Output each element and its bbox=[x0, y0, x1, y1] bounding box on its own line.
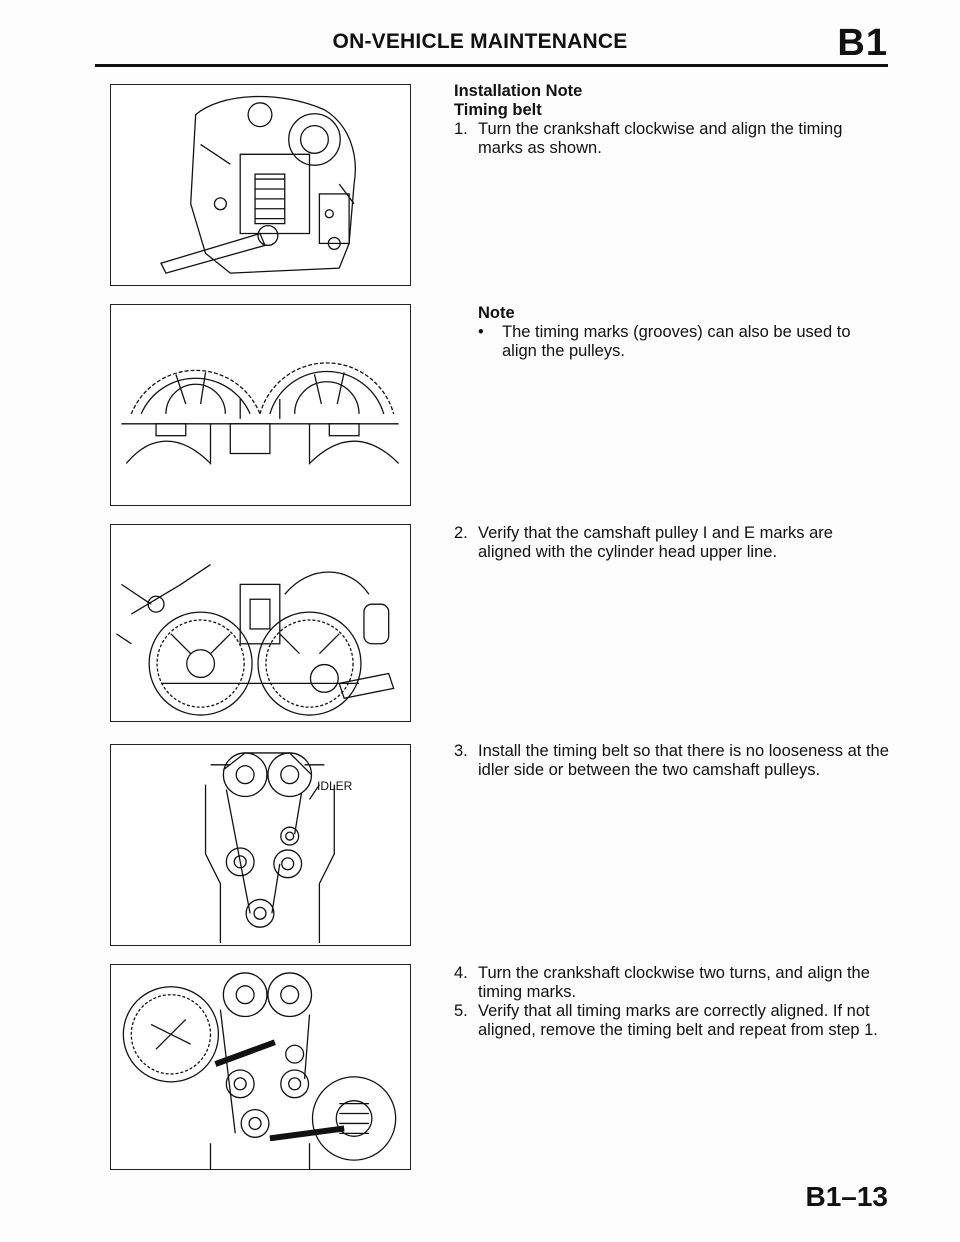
note-text: The timing marks (grooves) can also be used to align the pulleys. bbox=[502, 323, 851, 360]
timing-belt-routing-illustration bbox=[111, 745, 410, 945]
page-number: B1–13 bbox=[805, 1181, 888, 1212]
figure-timing-marks-overall bbox=[110, 964, 411, 1170]
figure-camshaft-pulleys-marks bbox=[110, 304, 411, 506]
note-block bbox=[454, 304, 889, 361]
step-number: 3. bbox=[454, 742, 468, 760]
camshaft-pulleys-illustration bbox=[111, 305, 410, 505]
installation-note-block bbox=[454, 82, 889, 158]
camshaft-ie-illustration bbox=[111, 525, 410, 721]
figure-camshaft-ie-marks bbox=[110, 524, 411, 722]
section-code: B1 bbox=[837, 22, 888, 64]
step-2 bbox=[454, 524, 889, 562]
step-4 bbox=[454, 964, 889, 1002]
step-text: Verify that all timing marks are correctly aligned. If not aligned, remove the timing belt and repeat from step 1. bbox=[478, 1002, 878, 1039]
step-number: 1. bbox=[454, 120, 468, 138]
page-title: ON-VEHICLE MAINTENANCE bbox=[332, 30, 628, 53]
step-number: 4. bbox=[454, 964, 468, 982]
step-2-block bbox=[454, 524, 889, 562]
note-title: Note bbox=[478, 304, 515, 322]
step-text: Turn the crankshaft clockwise two turns, and align the timing marks. bbox=[478, 964, 870, 1001]
step-5 bbox=[454, 1002, 889, 1040]
note-bullet-item bbox=[478, 323, 889, 361]
step-1 bbox=[454, 120, 889, 158]
figure-timing-belt-routing bbox=[110, 744, 411, 946]
bullet-icon: • bbox=[478, 323, 484, 341]
timing-belt-subheading: Timing belt bbox=[454, 101, 542, 119]
installation-note-heading: Installation Note bbox=[454, 82, 583, 100]
step-text: Turn the crankshaft clockwise and align the timing marks as shown. bbox=[478, 120, 843, 157]
timing-marks-overall-illustration bbox=[111, 965, 410, 1169]
steps-4-5-block bbox=[454, 964, 889, 1040]
step-3-block bbox=[454, 742, 889, 780]
idler-label: IDLER bbox=[317, 779, 353, 793]
step-number: 5. bbox=[454, 1002, 468, 1020]
step-text: Install the timing belt so that there is no looseness at the idler side or between the two camshaft pulleys. bbox=[478, 742, 889, 779]
figure-crankshaft-wrench bbox=[110, 84, 411, 286]
step-3 bbox=[454, 742, 889, 780]
step-text: Verify that the camshaft pulley I and E marks are aligned with the cylinder head upper line. bbox=[478, 524, 833, 561]
step-number: 2. bbox=[454, 524, 468, 542]
crankshaft-wrench-illustration bbox=[111, 85, 410, 285]
header-divider bbox=[95, 64, 888, 67]
